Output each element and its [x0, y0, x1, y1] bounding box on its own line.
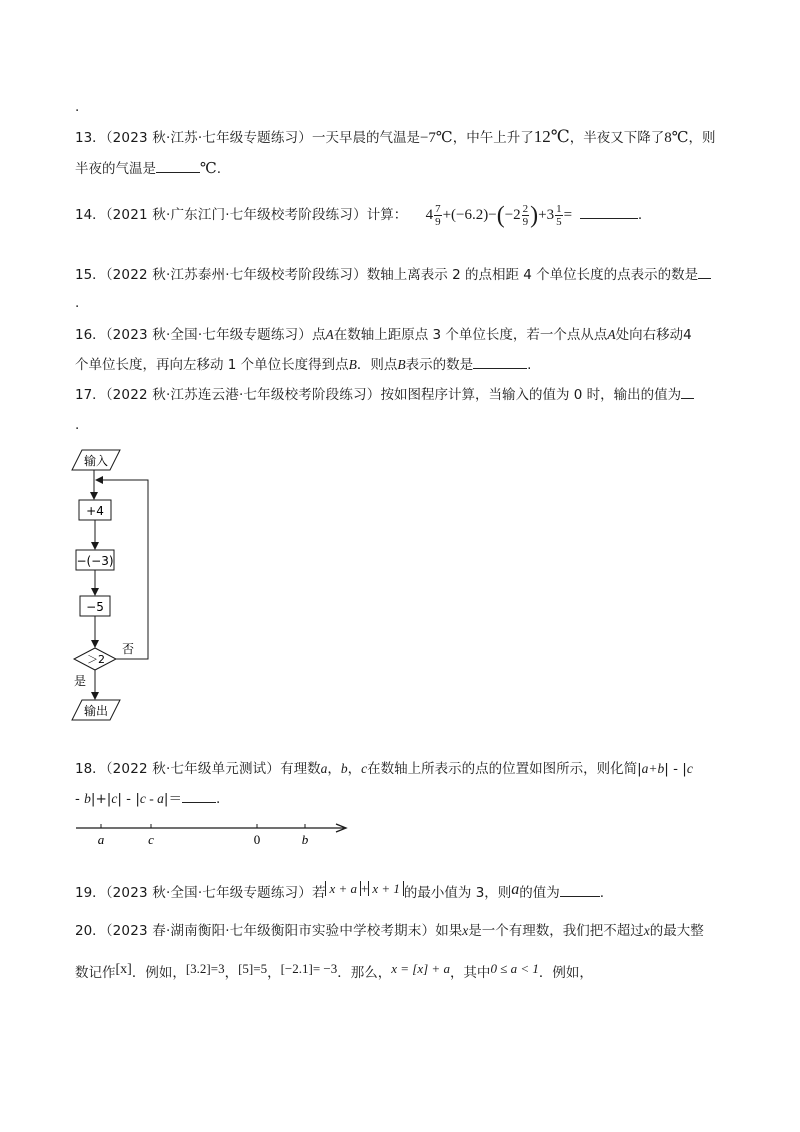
question-20-line-1: 20．（2023 春·湖南衡阳·七年级衡阳市实验中学校考期末）如果x是一个有理数，我们把不超过x的最大整 [75, 923, 704, 939]
stray-dot: . [75, 99, 80, 115]
program-flowchart [60, 440, 170, 730]
unit: ℃ [200, 161, 217, 177]
question-16-line-2: 个单位长度，再向左移动 1 个单位长度得到点B．则点B表示的数是 . [75, 357, 532, 373]
svg-text:−(−3): −(−3) [76, 554, 114, 568]
svg-text:+4: +4 [86, 504, 104, 518]
temperature-1: −7℃ [419, 130, 453, 146]
output-label: 输出 [83, 704, 109, 718]
answer-blank[interactable] [182, 790, 216, 803]
question-source: （2021 秋·广东江门·七年级校考阶段练习） [105, 207, 367, 223]
answer-blank[interactable] [560, 884, 600, 897]
question-source: （2023 秋·全国·七年级专题练习） [105, 327, 312, 343]
answer-blank[interactable] [473, 356, 527, 369]
answer-blank[interactable] [681, 386, 694, 399]
input-label: 输入 [83, 454, 109, 468]
question-number: 20． [75, 923, 106, 939]
question-16-line-1: 16．（2023 秋·全国·七年级专题练习）点A在数轴上距原点 3 个单位长度，若一个点从点A处向右移动4 [75, 327, 692, 343]
answer-blank[interactable] [580, 206, 638, 219]
question-source: （2022 秋·七年级单元测试） [105, 761, 281, 777]
number-line [74, 818, 354, 850]
question-number: 18． [75, 761, 106, 777]
origin-label: 0 [253, 832, 261, 847]
question-17-line-1: 17．（2022 秋·江苏连云港·七年级校考阶段练习）按如图程序计算，当输入的值为 0 时，输出的值为 [75, 386, 694, 404]
abs-expression: x + a + x + 1 [325, 878, 403, 900]
question-number: 16． [75, 327, 106, 343]
question-source: （2023 春·湖南衡阳·七年级衡阳市实验中学校考期末） [105, 923, 436, 939]
question-14: 14．（2021 秋·广东江门·七年级校考阶段练习）计算： 4 $\frac{7}{9}$ +(−6.2)−(−2 $\frac{2}{9}$ )+3 $\frac{1}{5}$ = . [75, 202, 643, 229]
question-18-line-2: - b|+|c| - |c - a|＝ . [75, 791, 221, 807]
question-13-line-2: 半夜的气温是 ℃. [75, 161, 222, 177]
question-15-line-1: 15．（2022 秋·江苏泰州·七年级校考阶段练习）数轴上离表示 2 的点相距 4 个单位长度的点表示的数是 [75, 266, 711, 284]
question-15-line-2: . [75, 295, 80, 311]
answer-blank[interactable] [698, 266, 711, 279]
point-b-label: b [301, 832, 309, 847]
question-number: 15． [75, 267, 106, 283]
no-label: 否 [122, 642, 135, 656]
question-number: 14． [75, 207, 106, 223]
point-a-label: a [97, 832, 105, 847]
question-source: （2022 秋·江苏连云港·七年级校考阶段练习） [105, 387, 381, 403]
question-19: 19．（2023 秋·全国·七年级专题练习）若 x + a + x + 1 的最小值为 3，则a的值为 . [75, 878, 604, 904]
question-source: （2023 秋·江苏·七年级专题练习） [105, 130, 312, 146]
expression: 4 $\frac{7}{9}$ +(−6.2)−(−2 $\frac{2}{9}$ )+3 $\frac{1}{5}$ = [425, 202, 573, 229]
answer-blank[interactable] [156, 160, 200, 173]
question-source: （2022 秋·江苏泰州·七年级校考阶段练习） [105, 267, 367, 283]
question-number: 19． [75, 885, 106, 901]
question-number: 17． [75, 387, 106, 403]
svg-text:−5: −5 [86, 600, 104, 614]
question-18-line-1: 18．（2022 秋·七年级单元测试）有理数a，b，c在数轴上所表示的点的位置如图所示，则化简|a+b| - |c [75, 761, 693, 777]
question-20-line-2: 数记作[x]．例如，[3.2]=3，[5]=5，[−2.1]= −3．那么，x = [x] + a，其中0 ≤ a < 1．例如， [75, 961, 593, 981]
question-17-line-2: . [75, 417, 80, 433]
svg-text:＞2: ＞2 [87, 653, 105, 666]
question-source: （2023 秋·全国·七年级专题练习） [105, 885, 312, 901]
temperature-3: 8℃ [664, 130, 689, 146]
point-c-label: c [148, 832, 154, 847]
question-number: 13． [75, 130, 106, 146]
yes-label: 是 [74, 674, 87, 688]
temperature-2: 12℃ [533, 127, 570, 146]
question-13-line-1: 13．（2023 秋·江苏·七年级专题练习）一天早晨的气温是−7℃，中午上升了12℃，半夜又下降了8℃，则 [75, 127, 716, 146]
